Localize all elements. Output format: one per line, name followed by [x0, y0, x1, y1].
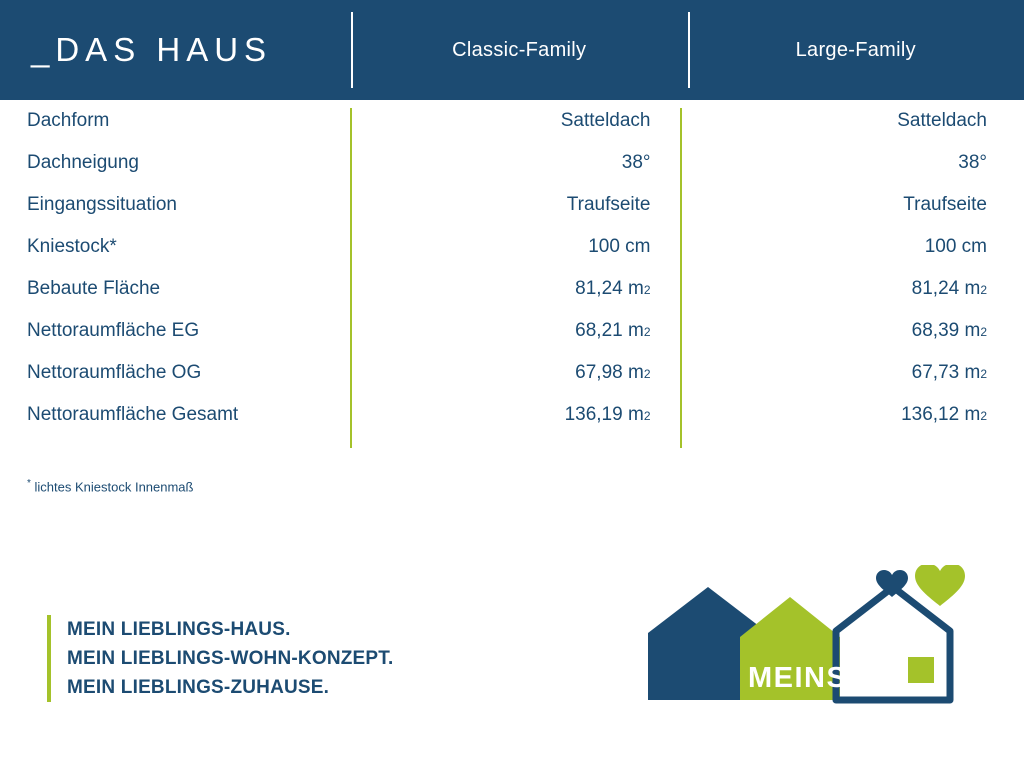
value-text: 100 cm [924, 236, 987, 257]
row-value-classic: 81,24 m 2 [575, 278, 651, 299]
row-value-large: 81,24 m 2 [911, 278, 987, 299]
row-value-large: 67,73 m 2 [911, 362, 987, 383]
heart-large-icon [915, 565, 965, 606]
value-text: 67,73 m [911, 362, 981, 383]
value-text: 136,12 m [901, 404, 981, 425]
value-text: 136,19 m [564, 404, 644, 425]
table-row [0, 142, 1024, 184]
row-value-classic: 67,98 m 2 [575, 362, 651, 383]
row-label: Nettoraumfläche OG [27, 362, 202, 383]
value-text: 38° [958, 152, 987, 173]
value-text: Satteldach [897, 110, 987, 131]
value-text: 81,24 m [911, 278, 981, 299]
value-text: 38° [621, 152, 651, 173]
header-column-large-family: Large-Family [688, 0, 1024, 100]
row-value-large: 136,12 m 2 [901, 404, 987, 425]
row-value-classic [351, 236, 688, 258]
spec-table [0, 100, 1024, 436]
row-label: Dachneigung [27, 152, 139, 173]
row-value-large [688, 236, 1024, 258]
row-value-large [688, 110, 1024, 132]
row-label: Nettoraumfläche EG [27, 320, 200, 341]
row-value-classic [351, 110, 688, 132]
header-column-classic-family: Classic-Family [351, 0, 688, 100]
table-row [0, 226, 1024, 268]
logo-wordmark: MEINS [748, 662, 848, 694]
footnote [27, 478, 193, 494]
value-text: 81,24 m [575, 278, 644, 299]
row-label: Nettoraumfläche Gesamt [27, 404, 239, 425]
row-value-classic: 136,19 m 2 [564, 404, 651, 425]
row-value-classic [351, 152, 688, 174]
row-label: Eingangssituation [27, 194, 177, 215]
value-text: 68,39 m [911, 320, 981, 341]
table-row [0, 100, 1024, 142]
footnote-text: lichtes Kniestock Innenmaß [30, 479, 194, 495]
house-outline-icon [836, 587, 950, 700]
value-text: Satteldach [560, 110, 651, 131]
value-text: 100 cm [588, 236, 651, 257]
table-header [0, 0, 1024, 100]
value-text: 67,98 m [575, 362, 644, 383]
row-value-large: 68,39 m 2 [911, 320, 987, 341]
footnote-marker: * [27, 478, 31, 489]
slogan-lines [67, 615, 393, 702]
row-label: Kniestock* [27, 236, 117, 257]
row-value-classic: 68,21 m 2 [575, 320, 651, 341]
slogan-line: MEIN LIEBLINGS-HAUS. [67, 619, 291, 640]
table-row [0, 184, 1024, 226]
value-text: 68,21 m [575, 320, 644, 341]
row-label: Bebaute Fläche [27, 278, 161, 299]
value-text: Traufseite [903, 194, 987, 215]
row-value-classic [351, 194, 688, 216]
row-label: Dachform [27, 110, 110, 131]
table-row [0, 394, 1024, 436]
brand-logo [640, 565, 980, 705]
row-value-large [688, 194, 1024, 216]
table-row [0, 268, 1024, 310]
table-row [0, 352, 1024, 394]
slogan-block [47, 615, 393, 702]
value-text: Traufseite [566, 194, 651, 215]
slogan-line: MEIN LIEBLINGS-ZUHAUSE. [67, 677, 330, 698]
slogan-accent-bar [47, 615, 51, 702]
table-row [0, 310, 1024, 352]
row-value-large [688, 152, 1024, 174]
slogan-line: MEIN LIEBLINGS-WOHN-KONZEPT. [67, 648, 394, 669]
page-title: _DAS HAUS [31, 31, 273, 68]
